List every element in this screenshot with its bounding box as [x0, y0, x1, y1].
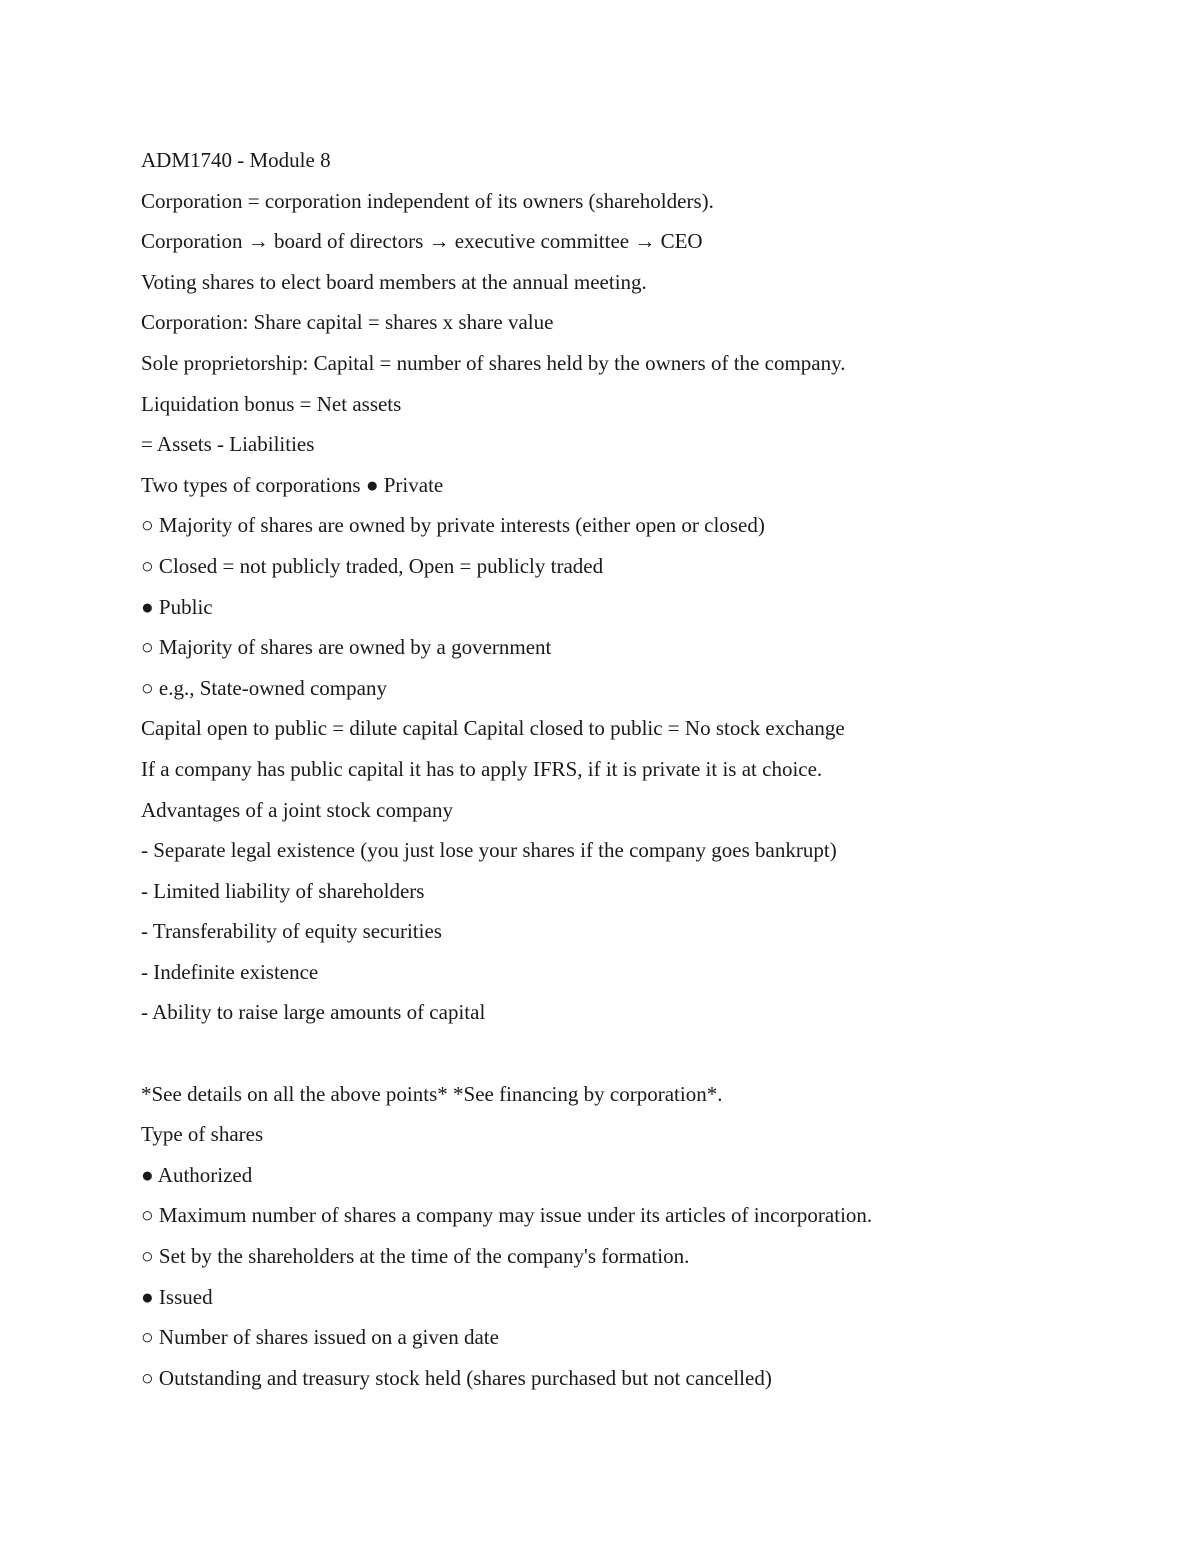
text-line: If a company has public capital it has to apply IFRS, if it is private it is at choice.: [141, 756, 823, 781]
text-line: Two types of corporations ● Private: [141, 472, 444, 497]
bullet-line: ○ Set by the shareholders at the time of the company's formation.: [141, 1244, 690, 1269]
section-heading: Type of shares: [141, 1122, 264, 1147]
section-heading: Advantages of a joint stock company: [141, 797, 454, 822]
bullet-line: ● Issued: [141, 1284, 213, 1309]
dash-item: - Transferability of equity securities: [141, 919, 442, 944]
document-body: [141, 140, 1141, 1398]
text-line: Liquidation bonus = Net assets: [141, 391, 402, 416]
bullet-line: ● Public: [141, 594, 213, 619]
dash-item: - Indefinite existence: [141, 959, 319, 984]
text-line: Corporation → board of directors → executive committee → CEO: [141, 229, 703, 254]
blank-line: [141, 1033, 1141, 1074]
document-title: ADM1740 - Module 8: [141, 148, 331, 172]
bullet-line: ● Authorized: [141, 1162, 253, 1187]
text-line: Voting shares to elect board members at the annual meeting.: [141, 269, 647, 294]
bullet-line: ○ Number of shares issued on a given date: [141, 1325, 499, 1350]
text-line: *See details on all the above points* *See financing by corporation*.: [141, 1081, 723, 1106]
text-line: = Assets - Liabilities: [141, 432, 315, 457]
bullet-line: ○ Outstanding and treasury stock held (shares purchased but not cancelled): [141, 1365, 772, 1390]
bullet-line: ○ Majority of shares are owned by private interests (either open or closed): [141, 513, 765, 538]
bullet-line: ○ Majority of shares are owned by a government: [141, 635, 552, 660]
text-line: Corporation = corporation independent of its owners (shareholders).: [141, 188, 714, 213]
bullet-line: ○ e.g., State-owned company: [141, 675, 387, 700]
text-line: Corporation: Share capital = shares x share value: [141, 310, 554, 335]
text-line: Sole proprietorship: Capital = number of shares held by the owners of the company.: [141, 350, 846, 375]
dash-item: - Ability to raise large amounts of capital: [141, 1000, 486, 1025]
dash-item: - Limited liability of shareholders: [141, 878, 425, 903]
bullet-line: ○ Maximum number of shares a company may issue under its articles of incorporation.: [141, 1203, 873, 1228]
text-line: Capital open to public = dilute capital Capital closed to public = No stock exchange: [141, 716, 845, 741]
bullet-line: ○ Closed = not publicly traded, Open = publicly traded: [141, 553, 604, 578]
dash-item: - Separate legal existence (you just lose your shares if the company goes bankrupt): [141, 838, 837, 863]
